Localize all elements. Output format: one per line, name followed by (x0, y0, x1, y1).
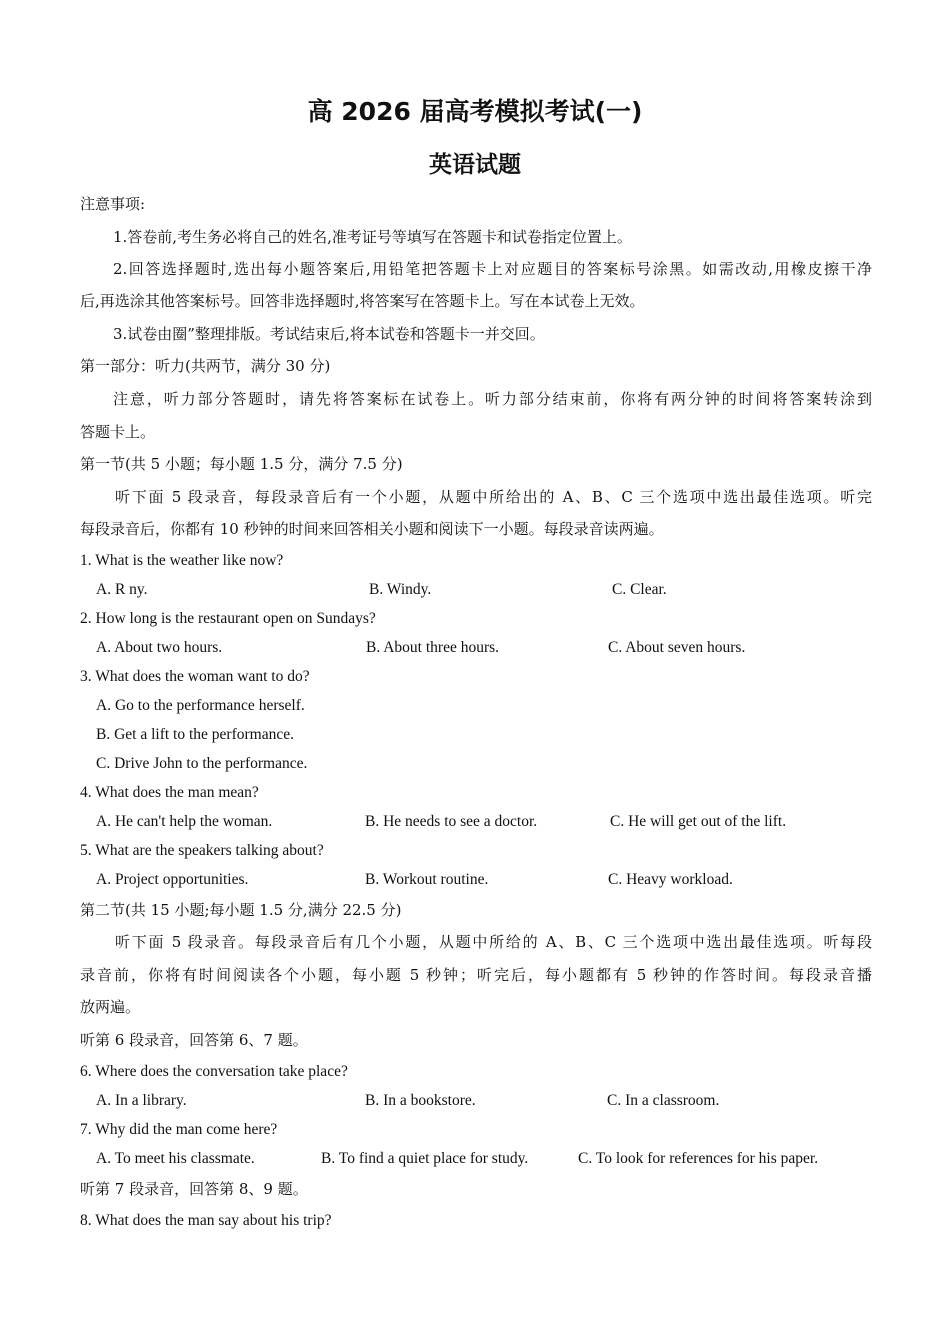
question-1-option-a: A. R ny. (96, 581, 148, 598)
question-2-stem: 2. How long is the restaurant open on Sundays? (80, 610, 376, 627)
question-5-stem: 5. What are the speakers talking about? (80, 842, 324, 859)
question-6-option-b: B. In a bookstore. (365, 1092, 476, 1109)
notice-item-2-line-1: 2.回答选择题时,选出每小题答案后,用铅笔把答题卡上对应题目的答案标号涂黑。如需改动,用橡皮擦干净 (113, 260, 872, 278)
question-3-option-b: B. Get a lift to the performance. (96, 726, 294, 743)
question-7-option-a: A. To meet his classmate. (96, 1150, 255, 1167)
page-subtitle: 英语试题 (429, 152, 521, 178)
question-7-stem: 7. Why did the man come here? (80, 1121, 278, 1138)
part1-note-line-2: 答题卡上。 (80, 423, 156, 441)
audio-7-instruction: 听第 7 段录音，回答第 8、9 题。 (80, 1180, 308, 1198)
section2-instruction-line-3: 放两遍。 (80, 998, 141, 1016)
question-5-option-c: C. Heavy workload. (608, 871, 733, 888)
question-6-option-a: A. In a library. (96, 1092, 187, 1109)
question-6-option-c: C. In a classroom. (607, 1092, 720, 1109)
question-2-option-a: A. About two hours. (96, 639, 223, 656)
notice-item-1: 1.答卷前,考生务必将自己的姓名,准考证号等填写在答题卡和试卷指定位置上。 (113, 228, 632, 246)
question-7-option-c: C. To look for references for his paper. (578, 1150, 819, 1167)
section2-heading: 第二节(共 15 小题;每小题 1.5 分,满分 22.5 分) (80, 901, 402, 919)
part1-note-line-1: 注意，听力部分答题时，请先将答案标在试卷上。听力部分结束前，你将有两分钟的时间将答案转涂到 (113, 390, 872, 408)
section1-instruction-line-2: 每段录音后，你都有 10 秒钟的时间来回答相关小题和阅读下一小题。每段录音读两遍。 (80, 520, 664, 538)
question-1-option-c: C. Clear. (612, 581, 667, 598)
section1-instruction-line-1: 听下面 5 段录音，每段录音后有一个小题，从题中所给出的 A、B、C 三个选项中选出最佳选项。听完 (115, 488, 872, 506)
section2-instruction-line-2: 录音前，你将有时间阅读各个小题，每小题 5 秒钟；听完后，每小题都有 5 秒钟的作答时间。每段录音播 (80, 966, 872, 984)
question-5-option-a: A. Project opportunities. (96, 871, 249, 888)
question-6-stem: 6. Where does the conversation take place? (80, 1063, 348, 1080)
notice-item-3: 3.试卷由圈”整理排版。考试结束后,将本试卷和答题卡一并交回。 (113, 325, 545, 343)
question-4-option-c: C. He will get out of the lift. (610, 813, 787, 830)
question-2-option-b: B. About three hours. (366, 639, 500, 656)
part1-heading: 第一部分：听力(共两节，满分 30 分) (80, 357, 331, 375)
page-title: 高 2026 届高考模拟考试(一) (307, 97, 643, 126)
notice-heading: 注意事项: (80, 195, 146, 213)
section2-instruction-line-1: 听下面 5 段录音。每段录音后有几个小题，从题中所给的 A、B、C 三个选项中选出最佳选项。听每段 (115, 933, 872, 951)
question-3-stem: 3. What does the woman want to do? (80, 668, 310, 685)
question-2-option-c: C. About seven hours. (608, 639, 746, 656)
question-8-stem: 8. What does the man say about his trip? (80, 1212, 332, 1229)
notice-item-2-line-2: 后,再选涂其他答案标号。回答非选择题时,将答案写在答题卡上。写在本试卷上无效。 (80, 292, 645, 310)
audio-6-instruction: 听第 6 段录音，回答第 6、7 题。 (80, 1031, 308, 1049)
question-5-option-b: B. Workout routine. (365, 871, 489, 888)
question-4-option-b: B. He needs to see a doctor. (365, 813, 538, 830)
question-4-option-a: A. He can't help the woman. (96, 813, 273, 830)
question-1-option-b: B. Windy. (369, 581, 432, 598)
question-3-option-a: A. Go to the performance herself. (96, 697, 305, 714)
question-4-stem: 4. What does the man mean? (80, 784, 259, 801)
question-1-stem: 1. What is the weather like now? (80, 552, 284, 569)
section1-heading: 第一节(共 5 小题；每小题 1.5 分，满分 7.5 分) (80, 455, 403, 473)
question-3-option-c: C. Drive John to the performance. (96, 755, 308, 772)
question-7-option-b: B. To find a quiet place for study. (321, 1150, 529, 1167)
